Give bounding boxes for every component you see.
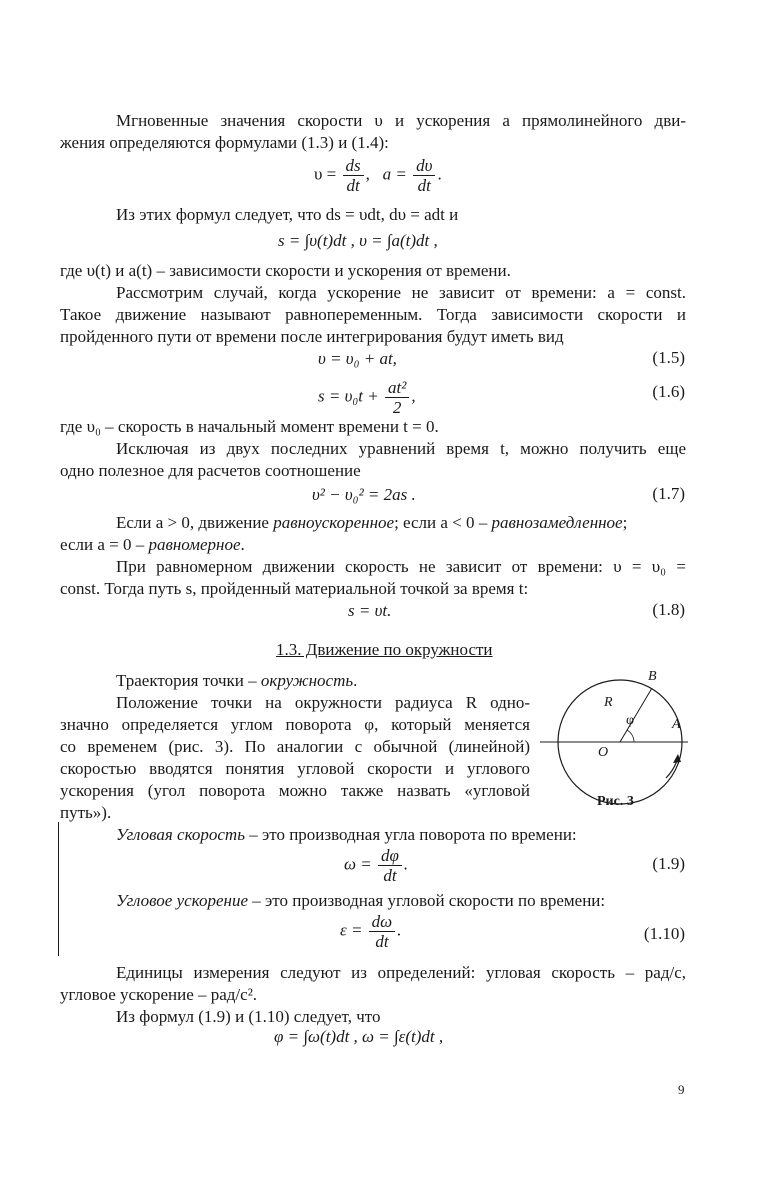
label-O: O (598, 745, 609, 760)
text-line: одно полезное для расчетов соотношение (60, 461, 361, 480)
text-line: При равномерном движении скорость не зависит от времени: υ = υ₀ = (116, 557, 686, 576)
equation-number: (1.7) (652, 484, 685, 503)
figure-caption: Рис. 3 (597, 794, 634, 809)
text-line: угловое ускорение – рад/с². (60, 985, 258, 1004)
text-line: Из формул (1.9) и (1.10) следует, что (116, 1007, 381, 1026)
equation-number: (1.8) (652, 600, 685, 619)
text-line: пройденного пути от времени после интегрирования будут иметь вид (60, 327, 564, 346)
equation-velocity-acceleration: υ = $\frac{ds}{dt}$ , a = $\frac{d\upsilon}{dt}$ . (314, 156, 442, 195)
equation-1-6: s = υ₀t + $\frac{\text{at²}}{2}$ , (318, 378, 416, 417)
radius-line (620, 688, 652, 742)
equation-number: (1.9) (652, 854, 685, 873)
equation-1-10: ε = $\frac{d\omega}{dt}$ . (340, 912, 402, 951)
section-heading: 1.3. Движение по окружности (276, 640, 493, 659)
text-line: Из этих формул следует, что ds = υdt, dυ = adt и (116, 205, 459, 224)
text-line: Положение точки на окружности радиуса R одно- (116, 693, 530, 712)
label-phi: φ (626, 713, 635, 728)
text-line: со временем (рис. 3). По аналогии с обычной (линейной) (60, 737, 530, 756)
text-line: Траектория точки – окружность. (116, 671, 358, 690)
text-line: путь»). (60, 803, 112, 822)
text-line: Угловая скорость – это производная угла поворота по времени: (116, 825, 577, 844)
text-line: жения определяются формулами (1.3) и (1.4): (60, 133, 389, 152)
equation-1-8: s = υt. (348, 601, 392, 620)
equation-1-5: υ = υ₀ + at, (318, 349, 397, 368)
text-line: Единицы измерения следуют из определений: угловая скорость – рад/с, (116, 963, 686, 982)
label-R: R (604, 695, 613, 710)
equation-number: (1.6) (652, 382, 685, 401)
text-line: если a = 0 – равномерное. (60, 535, 245, 554)
label-B: B (648, 669, 657, 684)
angle-arc (627, 730, 634, 742)
label-A: A (672, 717, 681, 732)
equation-integrals-angular: φ = ∫ω(t)dt , ω = ∫ε(t)dt , (274, 1027, 444, 1046)
text-line: ускорения (угол поворота можно также назвать «угловой (60, 781, 530, 800)
equation-integrals: s = ∫υ(t)dt , υ = ∫a(t)dt , (278, 231, 438, 250)
equation-1-9: ω = $\frac{d\varphi}{dt}$ . (344, 846, 409, 885)
text-line: Угловое ускорение – это производная угловой скорости по времени: (116, 891, 606, 910)
text-line: значно определяется углом поворота φ, который меняется (60, 715, 530, 734)
text-line: где υ₀ – скорость в начальный момент времени t = 0. (60, 417, 439, 436)
page-number: 9 (678, 1082, 685, 1097)
equation-number: (1.10) (643, 924, 685, 943)
text-line: Если a > 0, движение равноускоренное; если a < 0 – равнозамедленное; (116, 513, 628, 532)
text-line: Исключая из двух последних уравнений время t, можно получить еще (116, 439, 686, 458)
text-line: Рассмотрим случай, когда ускорение не зависит от времени: a = const. (116, 283, 686, 302)
text-line: где υ(t) и a(t) – зависимости скорости и ускорения от времени. (60, 261, 511, 280)
equation-number: (1.5) (652, 348, 685, 367)
text-line: const. Тогда путь s, пройденный материальной точкой за время t: (60, 579, 529, 598)
text-line: Такое движение называют равнопеременным. Тогда зависимости скорости и (60, 305, 686, 324)
equation-1-7: υ² − υ₀² = 2as . (312, 485, 416, 504)
text-line: скоростью вводятся понятия угловой скорости и углового (60, 759, 530, 778)
text-line: Мгновенные значения скорости υ и ускорения a прямолинейного дви- (116, 111, 686, 130)
margin-bar (58, 822, 59, 956)
